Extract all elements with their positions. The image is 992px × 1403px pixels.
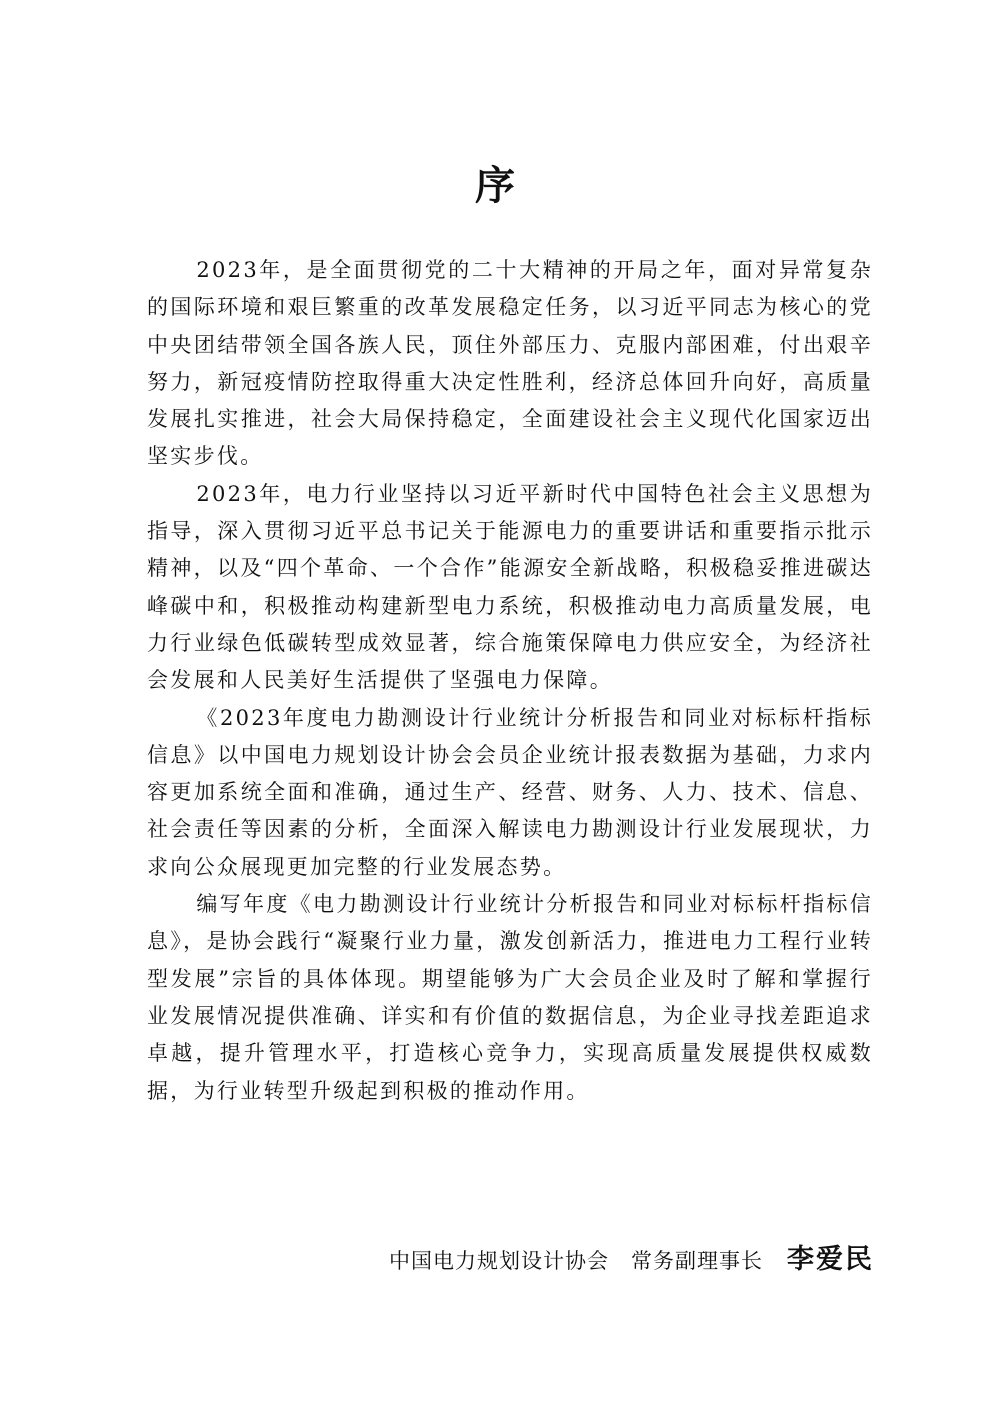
signature-line: [389, 1240, 874, 1281]
signature-position: 常务副理事长: [631, 1249, 763, 1273]
page-title: 序: [475, 163, 517, 209]
paragraph-3: 《2023年度电力勘测设计行业统计分析报告和同业对标标杆指标信息》以中国电力规划设计协会会员企业统计报表数据为基础，力求内容更加系统全面和准确，通过生产、经营、财务、人力、技术、信息、社会责任等因素的分析，全面深入解读电力勘测设计行业发展现状，力求向公众展现更加完整的行业发展态势。: [147, 705, 873, 879]
paragraph-1: 2023年，是全面贯彻党的二十大精神的开局之年，面对异常复杂的国际环境和艰巨繁重的改革发展稳定任务，以习近平同志为核心的党中央团结带领全国各族人民，顶住外部压力、克服内部困难，付出艰辛努力，新冠疫情防控取得重大决定性胜利，经济总体回升向好，高质量发展扎实推进，社会大局保持稳定，全面建设社会主义现代化国家迈出坚实步伐。: [147, 258, 873, 469]
document-body: [147, 252, 873, 1110]
paragraph-4: 编写年度《电力勘测设计行业统计分析报告和同业对标标杆指标信息》，是协会践行“凝聚行业力量，激发创新活力，推进电力工程行业转型发展”宗旨的具体体现。期望能够为广大会员企业及时了解和掌握行业发展情况提供准确、详实和有价值的数据信息，为企业寻找差距追求卓越，提升管理水平，打造核心竞争力，实现高质量发展提供权威数据，为行业转型升级起到积极的推动作用。: [147, 892, 873, 1103]
signature-organization: 中国电力规划设计协会: [389, 1249, 609, 1273]
paragraph-2: 2023年，电力行业坚持以习近平新时代中国特色社会主义思想为指导，深入贯彻习近平总书记关于能源电力的重要讲话和重要指示批示精神，以及“四个革命、一个合作”能源安全新战略，积极稳妥推进碳达峰碳中和，积极推动构建新型电力系统，积极推动电力高质量发展，电力行业绿色低碳转型成效显著，综合施策保障电力供应安全，为经济社会发展和人民美好生活提供了坚强电力保障。: [147, 481, 873, 693]
signature-name: 李爱民: [787, 1244, 874, 1275]
